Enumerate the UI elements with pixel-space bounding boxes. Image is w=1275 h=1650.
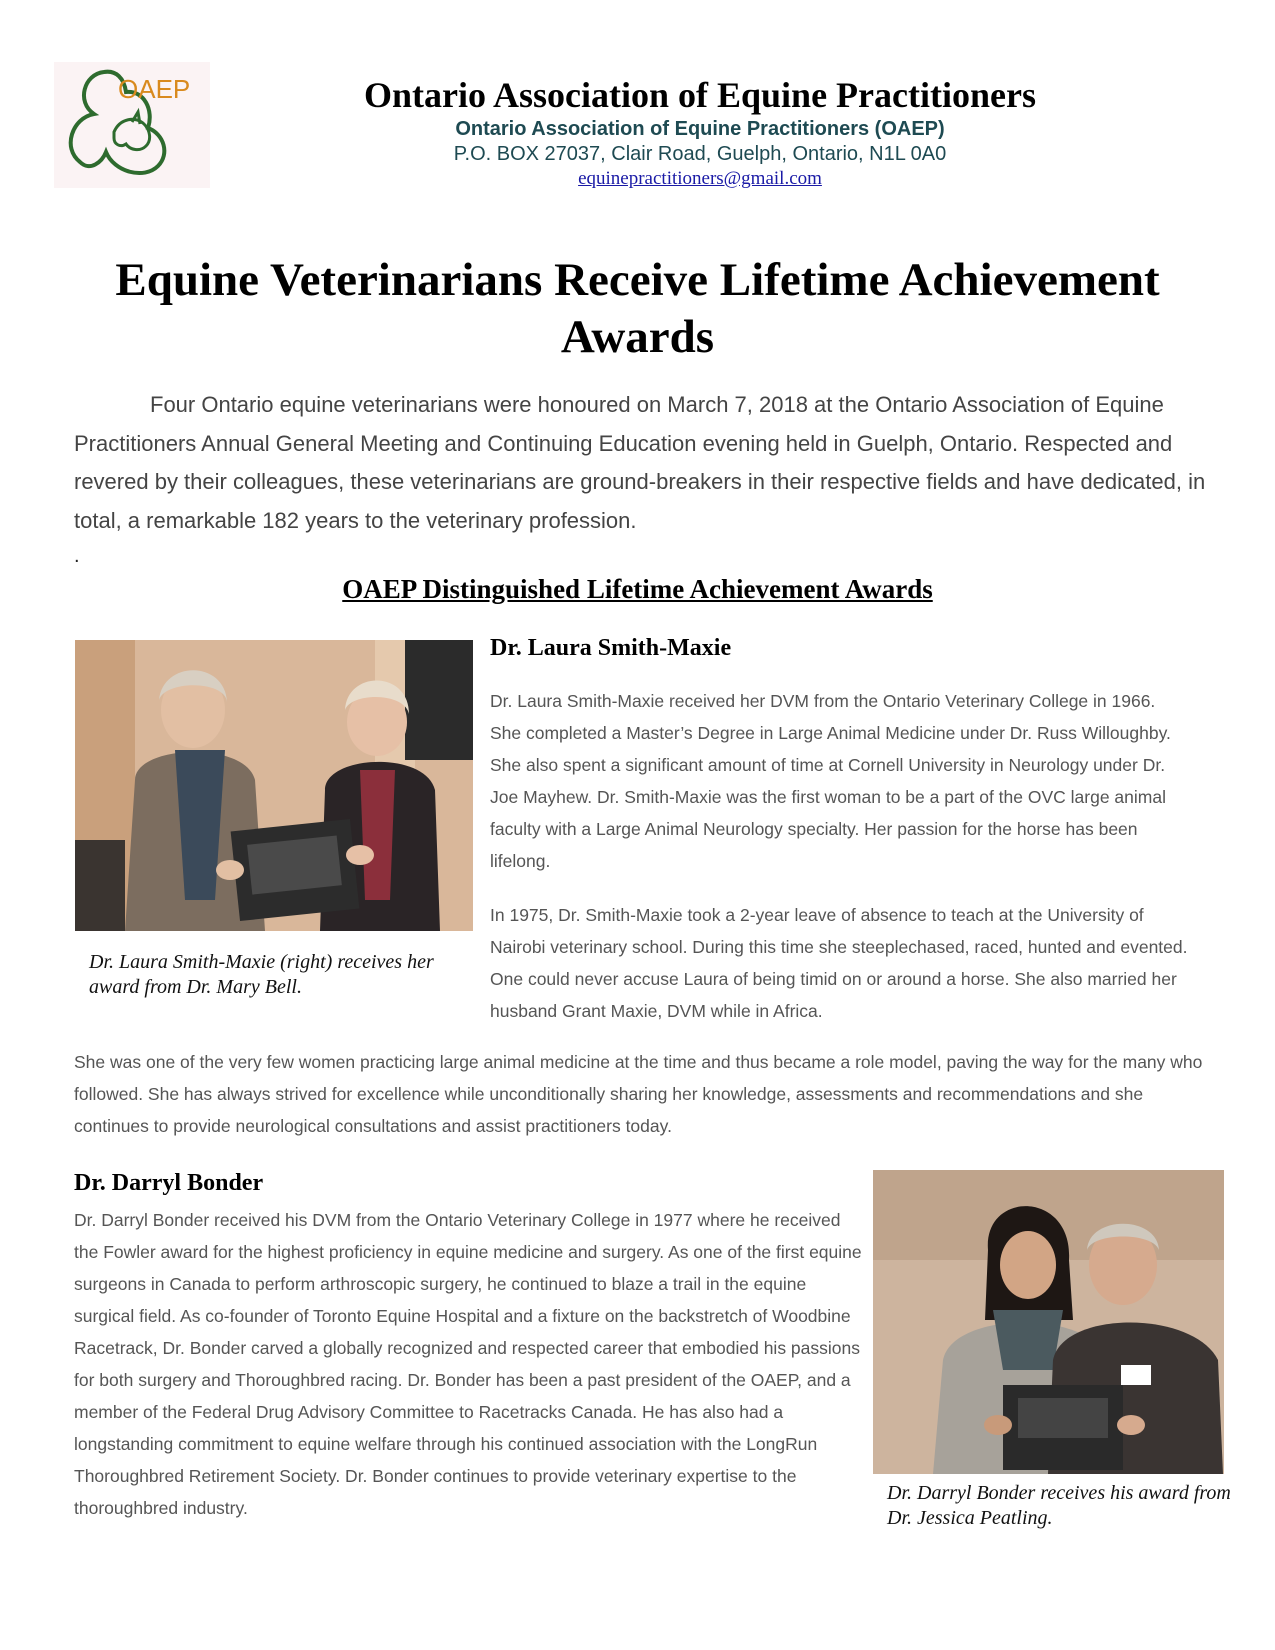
org-address: P.O. BOX 27037, Clair Road, Guelph, Ontario, N1L 0A0 xyxy=(453,143,947,165)
award2-paragraph-1: Dr. Darryl Bonder received his DVM from the Ontario Veterinary College in 1977 where he received the Fowler award for the highest proficiency in equine medicine and surgery. As one of the first equine surgeons in Canada to perform arthroscopic surgery, he continued to blaze a trail in the equine surgical field. As co-founder of Toronto Equine Hospital and a fixture on the backstretch of Woodbine Racetrack, Dr. Bonder carved a globally recognized and respected career that embodied his passions for both surgery and Thoroughbred racing. Dr. Bonder has been a past president of the OAEP, and a member of the Federal Drug Advisory Committee to Racetracks Canada. He has also had a longstanding commitment to equine welfare through his continued association with the LongRun Thoroughbred Retirement Society. Dr. Bonder continues to provide veterinary expertise to the thoroughbred industry. xyxy=(74,1210,862,1518)
award1-photo xyxy=(75,640,473,931)
award1-paragraph-3: She was one of the very few women practicing large animal medicine at the time and thus became a role model, paving the way for the many who followed. She has always strived for excellence while unconditionally sharing her knowledge, assessments and recommendations and she continues to provide neurological consultations and assist practitioners today. xyxy=(74,1052,1203,1136)
award2-name: Dr. Darryl Bonder xyxy=(74,1170,264,1196)
intro-trailing-dot: . xyxy=(74,545,80,567)
org-name-abbr: Ontario Association of Equine Practitioners (OAEP) xyxy=(455,118,945,140)
award1-paragraph-1: Dr. Laura Smith-Maxie received her DVM from the Ontario Veterinary College in 1966. She completed a Master’s Degree in Large Animal Medicine under Dr. Russ Willoughby. She also spent a significant amount of time at Cornell University in Neurology under Dr. Joe Mayhew. Dr. Smith-Maxie was the first woman to be a part of the OVC large animal faculty with a Large Animal Neurology specialty. Her passion for the horse has been lifelong. xyxy=(490,691,1171,871)
oaep-logo xyxy=(54,62,210,188)
org-email-link[interactable]: equinepractitioners@gmail.com xyxy=(578,168,822,189)
logo-text: OAEP xyxy=(118,74,191,104)
intro-paragraph xyxy=(74,386,1214,540)
award1-name: Dr. Laura Smith-Maxie xyxy=(490,635,732,661)
org-name: Ontario Association of Equine Practitioners xyxy=(364,75,1036,115)
section-title: OAEP Distinguished Lifetime Achievement Awards xyxy=(342,574,933,604)
award2-photo xyxy=(873,1170,1224,1474)
award2-photo-caption: Dr. Darryl Bonder receives his award from Dr. Jessica Peatling. xyxy=(887,1482,1231,1529)
award1-photo-caption: Dr. Laura Smith-Maxie (right) receives her award from Dr. Mary Bell. xyxy=(89,951,434,998)
award1-paragraph-2: In 1975, Dr. Smith-Maxie took a 2-year leave of absence to teach at the University of Nairobi veterinary school. During this time she steeplechased, raced, hunted and evented. One could never accuse Laura of being timid on or around a horse. She also married her husband Grant Maxie, DVM while in Africa. xyxy=(490,905,1188,1021)
intro-text: Four Ontario equine veterinarians were honoured on March 7, 2018 at the Ontario Association of Equine Practitioners Annual General Meeting and Continuing Education evening held in Guelph, Ontario. Respected and revered by their colleagues, these veterinarians are ground-breakers in their respective fields and have dedicated, in total, a remarkable 182 years to the veterinary profession. xyxy=(74,392,1206,533)
headline: Equine Veterinarians Receive Lifetime Achievement Awards xyxy=(115,254,1160,363)
